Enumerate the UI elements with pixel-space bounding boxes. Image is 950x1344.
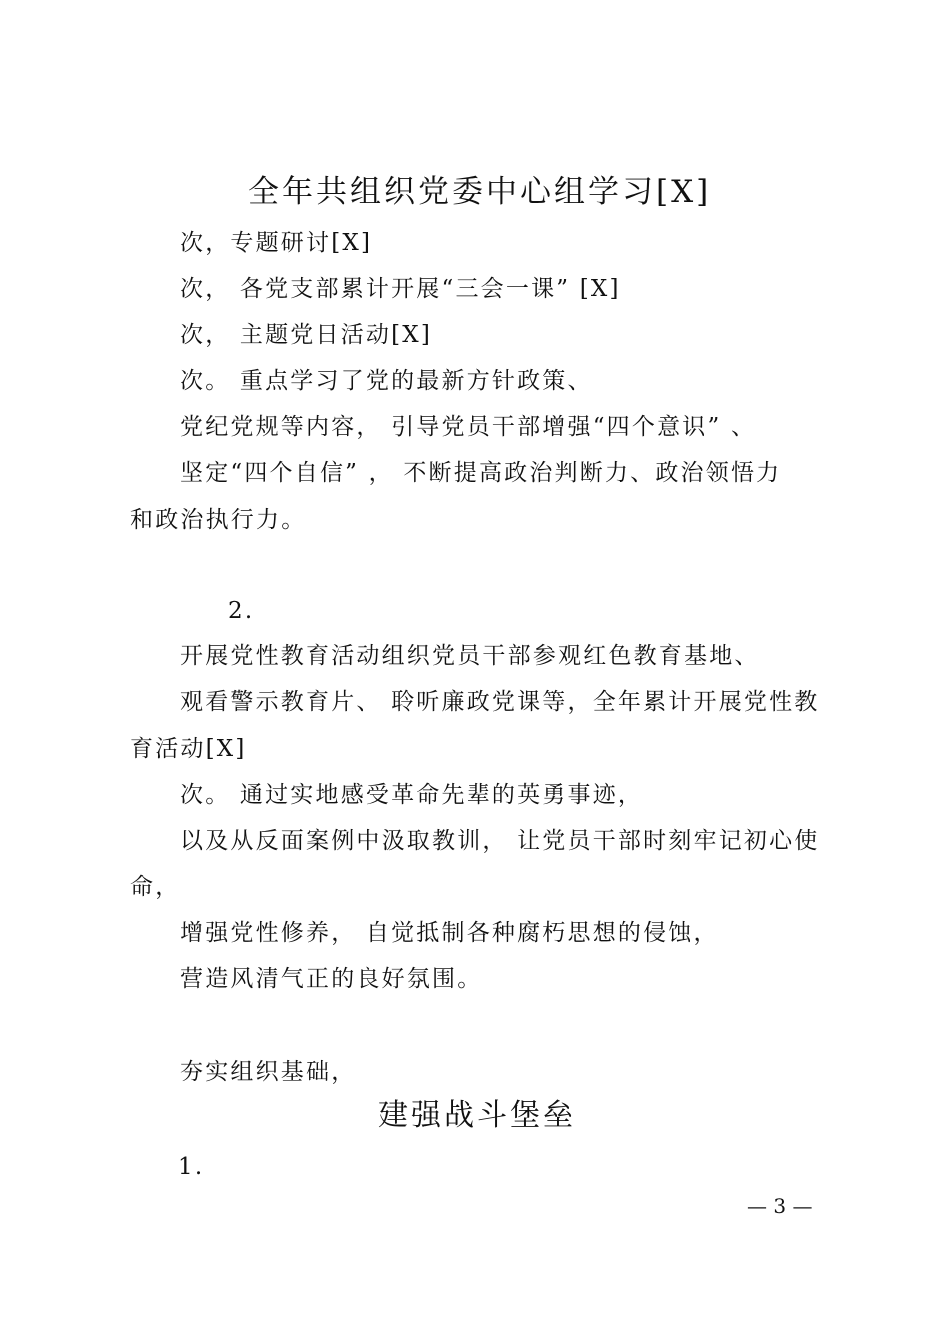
text-line: 育活动[X] bbox=[130, 736, 247, 762]
text-line: 次。 通过实地感受革命先辈的英勇事迹， bbox=[180, 782, 644, 808]
text-line: 增强党性修养， 自觉抵制各种腐朽思想的侵蚀， bbox=[180, 920, 719, 946]
section-title: 全年共组织党委中心组学习[X] bbox=[248, 174, 712, 210]
text-line: 以及从反面案例中汲取教训， 让党员干部时刻牢记初心使 bbox=[180, 828, 820, 854]
text-line: 和政治执行力。 bbox=[130, 507, 307, 533]
text-line: 次， 各党支部累计开展“三会一课” [X] bbox=[180, 276, 621, 302]
text-line: 次， 主题党日活动[X] bbox=[180, 322, 433, 348]
text-line: 命， bbox=[130, 874, 181, 900]
list-number: 1. bbox=[178, 1154, 205, 1180]
text-line: 夯实组织基础， bbox=[180, 1059, 357, 1085]
text-line: 坚定“四个自信” ， 不断提高政治判断力、政治领悟力 bbox=[180, 460, 782, 486]
text-line: 次。 重点学习了党的最新方针政策、 bbox=[180, 368, 593, 394]
text-line: 营造风清气正的良好氛围。 bbox=[180, 966, 483, 992]
list-number: 2. bbox=[228, 598, 255, 624]
text-line: 党纪党规等内容， 引导党员干部增强“四个意识” 、 bbox=[180, 414, 757, 440]
text-line: 次，专题研讨[X] bbox=[180, 230, 373, 256]
subsection-title: 建强战斗堡垒 bbox=[378, 1098, 576, 1133]
page-number: — 3 — bbox=[747, 1194, 813, 1218]
text-line: 观看警示教育片、 聆听廉政党课等，全年累计开展党性教 bbox=[180, 689, 820, 715]
text-line: 开展党性教育活动组织党员干部参观红色教育基地、 bbox=[180, 643, 760, 669]
